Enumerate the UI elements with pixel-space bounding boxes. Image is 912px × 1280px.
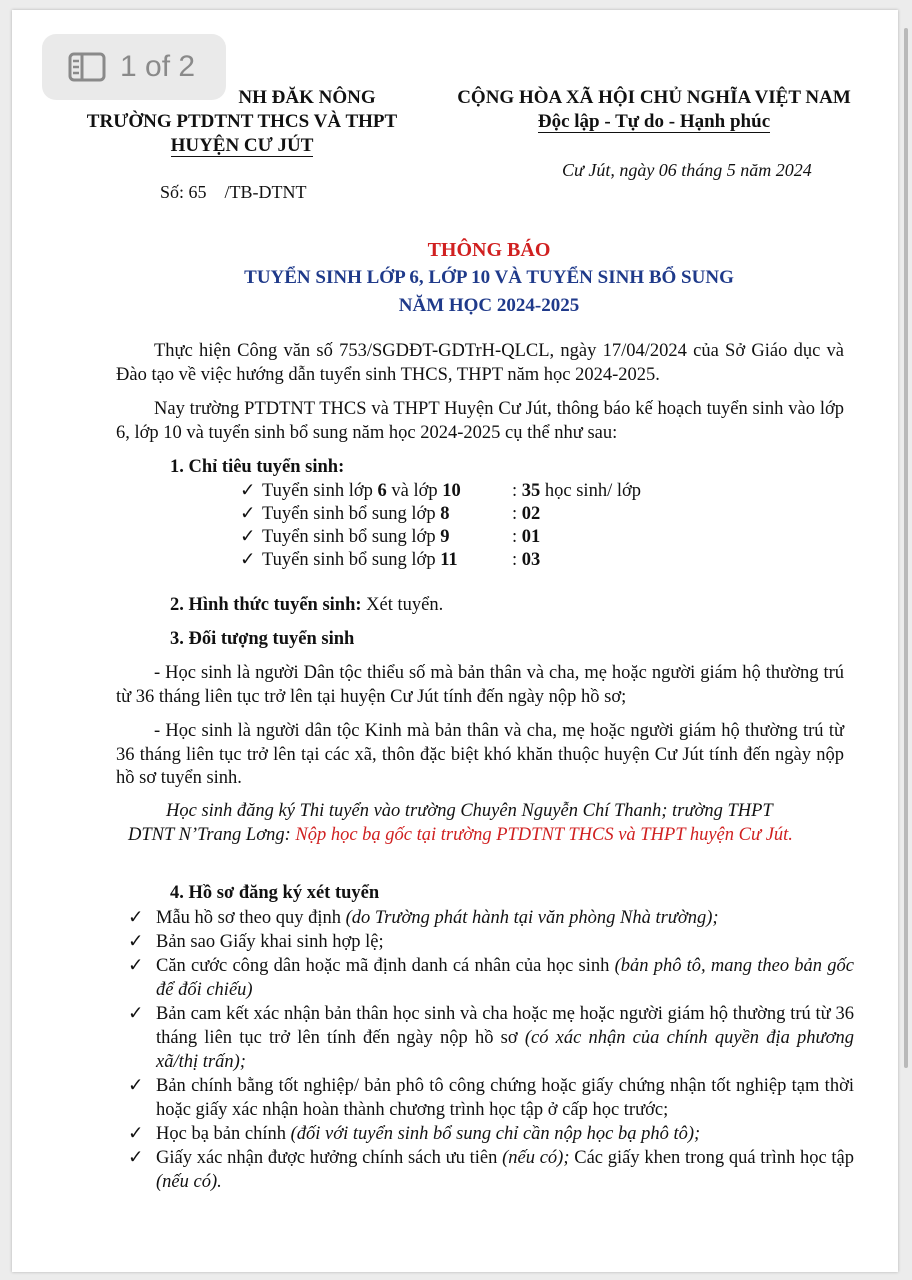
check-icon: ✓ xyxy=(128,1148,144,1168)
quota-item: ✓ Tuyển sinh bổ sung lớp 8 : 02 xyxy=(240,504,541,524)
header-right xyxy=(442,86,866,134)
intro-paragraph-2: Nay trường PTDTNT THCS và THPT Huyện Cư Jút, thông báo kế hoạch tuyển sinh vào lớp 6, lớp 10 và tuyển sinh bổ sung năm học 2024-2025 cụ thể như sau: xyxy=(116,399,844,443)
section2-heading: 2. Hình thức tuyển sinh: xyxy=(170,595,362,615)
note-text: Học sinh đăng ký Thi tuyển vào trường Chuyên Nguyễn Chí Thanh; trường THPT DTNT N’Trang Lơng: xyxy=(128,801,773,845)
quota-list xyxy=(240,480,641,572)
check-icon: ✓ xyxy=(240,527,256,547)
check-icon: ✓ xyxy=(128,932,144,952)
header-right-line1: CỘNG HÒA XÃ HỘI CHỦ NGHĨA VIỆT NAM xyxy=(457,87,851,108)
list-item: ✓ Học bạ bản chính (đối với tuyển sinh bổ sung chỉ cần nộp học bạ phô tô); xyxy=(128,1124,701,1144)
page-indicator[interactable] xyxy=(42,34,226,100)
list-item: ✓ Giấy xác nhận được hưởng chính sách ưu tiên (nếu có); Các giấy khen trong quá trình học tập (nếu có). xyxy=(128,1148,855,1192)
section4-heading: 4. Hồ sơ đăng ký xét tuyển xyxy=(170,883,380,903)
document-page xyxy=(12,10,898,1272)
check-icon: ✓ xyxy=(128,1076,144,1096)
list-item: ✓ Bản cam kết xác nhận bản thân học sinh và cha hoặc mẹ hoặc người giám hộ thường trú từ 36 tháng liên tục trở lên tính đến ngày nộp hồ sơ (có xác nhận của chính quyền địa phương xã/thị trấn); xyxy=(128,1004,854,1072)
page-indicator-label: 1 of 2 xyxy=(120,50,196,83)
quota-item: ✓ Tuyển sinh bổ sung lớp 9 : 01 xyxy=(240,527,541,547)
intro-paragraph-1: Thực hiện Công văn số 753/SGDĐT-GDTrH-QLCL, ngày 17/04/2024 của Sở Giáo dục và Đào tạo về việc hướng dẫn tuyển sinh THCS, THPT năm học 2024-2025. xyxy=(116,341,844,385)
section3-paragraph-1: - Học sinh là người Dân tộc thiểu số mà bản thân và cha, mẹ hoặc người giám hộ thường trú từ 36 tháng liên tục trở lên tại huyện Cư Jút tính đến ngày nộp hồ sơ; xyxy=(116,663,844,707)
list-item: ✓ Bản sao Giấy khai sinh hợp lệ; xyxy=(128,932,384,952)
vertical-scrollbar[interactable] xyxy=(904,28,908,1068)
list-item: ✓ Căn cước công dân hoặc mã định danh cá nhân của học sinh (bản phô tô, mang theo bản gốc để đối chiếu) xyxy=(128,956,854,1000)
check-icon: ✓ xyxy=(128,1124,144,1144)
header-left-line2: TRƯỜNG PTDTNT THCS VÀ THPT xyxy=(86,111,398,132)
check-icon: ✓ xyxy=(240,481,256,501)
header-left-line1: NH ĐĂK NÔNG xyxy=(238,87,376,108)
document-number: Số: 65 /TB-DTNT xyxy=(160,182,307,202)
document-date: Cư Jút, ngày 06 tháng 5 năm 2024 xyxy=(562,160,812,180)
section3-note xyxy=(128,800,818,847)
section3-paragraph-2: - Học sinh là người dân tộc Kinh mà bản thân và cha, mẹ hoặc người giám hộ thường trú từ 36 tháng liên tục trở lên tại các xã, thôn đặc biệt khó khăn thuộc huyện Cư Jút tính đến ngày nộp hồ sơ tuyển sinh. xyxy=(116,721,844,788)
title-sub2: NĂM HỌC 2024-2025 xyxy=(398,295,580,316)
section2-text: Xét tuyển. xyxy=(361,595,444,615)
check-icon: ✓ xyxy=(240,504,256,524)
section1-heading: 1. Chỉ tiêu tuyển sinh: xyxy=(170,457,345,477)
check-icon: ✓ xyxy=(128,908,144,928)
check-icon: ✓ xyxy=(128,956,144,976)
quota-item: ✓ Tuyển sinh lớp 6 và lớp 10 : 35 học sinh/ lớp xyxy=(240,481,642,501)
header-right-motto: Độc lập - Tự do - Hạnh phúc xyxy=(537,111,771,132)
section2 xyxy=(170,594,443,618)
section3-heading: 3. Đối tượng tuyển sinh xyxy=(170,629,355,649)
note-text-red: Nộp học bạ gốc tại trường PTDTNT THCS và THPT huyện Cư Jút. xyxy=(295,824,793,845)
title-sub1: TUYỂN SINH LỚP 6, LỚP 10 VÀ TUYỂN SINH BỔ SUNG xyxy=(244,267,734,288)
list-item: ✓ Bản chính bằng tốt nghiệp/ bản phô tô công chứng hoặc giấy chứng nhận tốt nghiệp tạm thời hoặc giấy xác nhận hoàn thành chương trình học tập ở cấp học trước; xyxy=(128,1076,854,1120)
check-icon: ✓ xyxy=(240,550,256,570)
list-item: ✓ Mẫu hồ sơ theo quy định (do Trường phát hành tại văn phòng Nhà trường); xyxy=(128,908,719,928)
sidebar-panel-icon[interactable] xyxy=(68,52,106,82)
check-icon: ✓ xyxy=(128,1004,144,1024)
title-main: THÔNG BÁO xyxy=(427,239,551,261)
quota-item: ✓ Tuyển sinh bổ sung lớp 11 : 03 xyxy=(240,550,541,570)
document-title xyxy=(72,236,906,320)
document-list xyxy=(128,906,854,1194)
header-left-line3: HUYỆN CƯ JÚT xyxy=(170,135,314,156)
